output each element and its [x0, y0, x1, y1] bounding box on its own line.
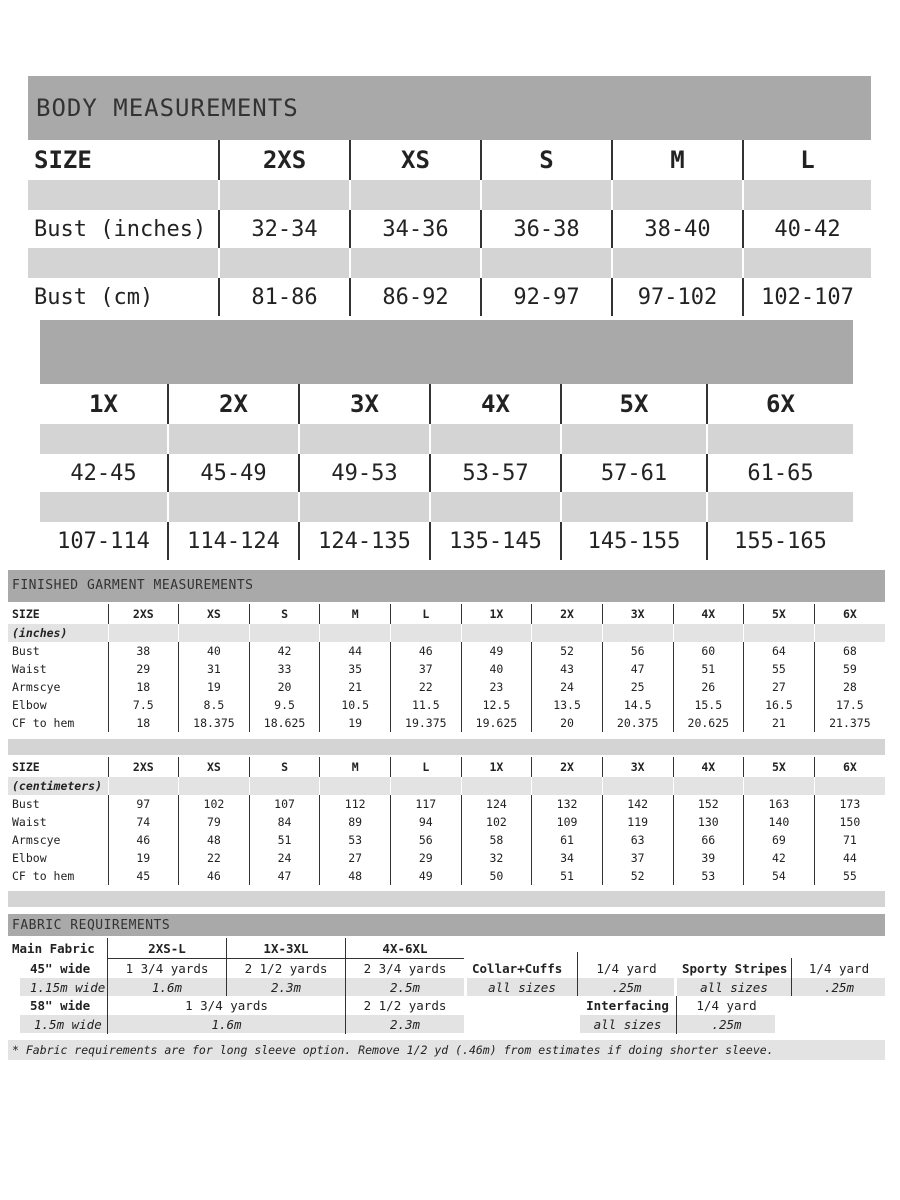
measurement-cell: 38 — [108, 642, 179, 660]
unit-spacer — [179, 624, 250, 642]
measurement-cell: 26 — [673, 678, 744, 696]
divider — [345, 938, 346, 1034]
row-label: Bust — [12, 644, 40, 658]
spacer — [706, 424, 853, 454]
unit-label: (inches) — [8, 624, 108, 642]
body-measurements-table-a — [28, 140, 871, 316]
divider — [108, 958, 464, 959]
interfacing-yards: 1/4 yard — [696, 998, 757, 1013]
bust-cm-value: 145-155 — [560, 522, 706, 560]
size-header: 2X — [532, 604, 603, 624]
size-header: 3X — [602, 757, 673, 777]
measurement-cell: 19 — [320, 714, 391, 732]
size-header: 2X — [532, 757, 603, 777]
measurement-cell: 27 — [744, 678, 815, 696]
body-measurements-title-bar — [28, 76, 871, 140]
row-label: Waist — [12, 662, 47, 676]
col-4x-6xl: 4X-6XL — [382, 941, 428, 956]
measurement-cell: 15.5 — [673, 696, 744, 714]
bust-inches-value: 45-49 — [167, 454, 298, 492]
measurement-cell: 124 — [461, 795, 532, 813]
finished-garment-cm-table — [8, 757, 885, 885]
bust-cm-label: Bust (cm) — [34, 284, 154, 310]
size-header: L — [391, 604, 462, 624]
measurement-cell: 56 — [391, 831, 462, 849]
fabric-note: * Fabric requirements are for long sleeve option. Remove 1/2 yd (.46m) from estimates if doing shorter sleeve. — [12, 1043, 774, 1057]
measurement-cell: 53 — [673, 867, 744, 885]
row-label: CF to hem — [12, 869, 75, 883]
measurement-cell: 46 — [179, 867, 250, 885]
measurement-cell: 24 — [532, 678, 603, 696]
measurement-cell: 31 — [179, 660, 250, 678]
unit-row — [8, 624, 885, 642]
measurement-cell: 20.375 — [602, 714, 673, 732]
measurement-cell: 18 — [108, 678, 179, 696]
spacer — [28, 248, 218, 278]
spacer — [480, 248, 611, 278]
spacer — [560, 424, 706, 454]
interfacing-metric: .25m — [711, 1017, 742, 1032]
measurement-cell: 53 — [320, 831, 391, 849]
divider — [226, 938, 227, 996]
measurement-cell: 18.625 — [249, 714, 320, 732]
size-header: M — [320, 757, 391, 777]
bust-cm-value: 124-135 — [298, 522, 429, 560]
measurement-cell: 51 — [532, 867, 603, 885]
spacer — [429, 492, 560, 522]
measurement-cell: 140 — [744, 813, 815, 831]
measurement-cell: 152 — [673, 795, 744, 813]
divider — [577, 952, 578, 996]
size-header: S — [480, 140, 611, 180]
measurement-cell: 18 — [108, 714, 179, 732]
divider — [107, 938, 108, 1034]
measurement-cell: 9.5 — [249, 696, 320, 714]
width-45-metric: 1.15m wide — [30, 980, 106, 995]
measurement-cell: 79 — [179, 813, 250, 831]
size-header: 3X — [298, 384, 429, 424]
spacer — [611, 248, 742, 278]
measurement-cell: 46 — [391, 642, 462, 660]
sporty-stripes-label: Sporty Stripes — [682, 961, 788, 976]
unit-spacer — [744, 624, 815, 642]
size-header: 2X — [167, 384, 298, 424]
measurement-cell: 8.5 — [179, 696, 250, 714]
finished-garment-title-bar — [8, 570, 885, 602]
measurement-cell: 37 — [391, 660, 462, 678]
size-header: 2XS — [218, 140, 349, 180]
measurement-cell: 32 — [461, 849, 532, 867]
measurement-cell: 102 — [461, 813, 532, 831]
w45-2xs-l-yards: 1 3/4 yards — [125, 961, 209, 976]
spacer — [218, 180, 349, 210]
measurement-cell: 59 — [814, 660, 885, 678]
bust-inches-value: 34-36 — [349, 210, 480, 248]
measurement-cell: 37 — [602, 849, 673, 867]
measurement-cell: 20 — [249, 678, 320, 696]
sporty-stripes-sizes: all sizes — [700, 980, 768, 995]
measurement-cell: 33 — [249, 660, 320, 678]
divider — [791, 958, 792, 996]
measurement-cell: 109 — [532, 813, 603, 831]
size-header: 2XS — [108, 604, 179, 624]
size-header: XS — [179, 757, 250, 777]
measurement-cell: 18.375 — [179, 714, 250, 732]
sporty-stripes-metric: .25m — [823, 980, 855, 995]
measurement-cell: 130 — [673, 813, 744, 831]
measurement-cell: 94 — [391, 813, 462, 831]
measurement-cell: 89 — [320, 813, 391, 831]
measurement-cell: 60 — [673, 642, 744, 660]
measurement-cell: 107 — [249, 795, 320, 813]
table-row — [8, 660, 885, 678]
measurement-cell: 47 — [602, 660, 673, 678]
table-row — [8, 678, 885, 696]
unit-spacer — [108, 624, 179, 642]
measurement-cell: 66 — [673, 831, 744, 849]
unit-spacer — [602, 624, 673, 642]
measurement-cell: 102 — [179, 795, 250, 813]
spacer — [298, 424, 429, 454]
measurement-cell: 27 — [320, 849, 391, 867]
measurement-cell: 50 — [461, 867, 532, 885]
measurement-cell: 42 — [744, 849, 815, 867]
unit-spacer — [744, 777, 815, 795]
measurement-cell: 22 — [391, 678, 462, 696]
w58-large-yards: 2 1/2 yards — [363, 998, 447, 1013]
size-header: L — [391, 757, 462, 777]
row-label: Bust — [12, 797, 40, 811]
measurement-cell: 97 — [108, 795, 179, 813]
measurement-cell: 51 — [249, 831, 320, 849]
measurement-cell: 22 — [179, 849, 250, 867]
measurement-cell: 51 — [673, 660, 744, 678]
spacer — [429, 424, 560, 454]
bust-cm-value: 92-97 — [480, 278, 611, 316]
measurement-cell: 40 — [461, 660, 532, 678]
unit-spacer — [602, 777, 673, 795]
finished-garment-inches-table — [8, 604, 885, 732]
measurement-cell: 47 — [249, 867, 320, 885]
measurement-cell: 52 — [532, 642, 603, 660]
measurement-cell: 21 — [744, 714, 815, 732]
collar-cuffs-metric: .25m — [611, 980, 642, 995]
row-label: Elbow — [12, 698, 47, 712]
size-header: 4X — [673, 604, 744, 624]
bust-inches-value: 61-65 — [706, 454, 853, 492]
measurement-cell: 54 — [744, 867, 815, 885]
fabric-requirements-title-bar — [8, 914, 885, 936]
width-58-label: 58" wide — [30, 998, 91, 1013]
measurement-cell: 10.5 — [320, 696, 391, 714]
spacer — [611, 180, 742, 210]
measurement-cell: 29 — [391, 849, 462, 867]
measurement-cell: 48 — [320, 867, 391, 885]
table-separator — [8, 739, 885, 755]
measurement-cell: 42 — [249, 642, 320, 660]
sporty-stripes-yards: 1/4 yard — [808, 961, 870, 976]
measurement-cell: 7.5 — [108, 696, 179, 714]
size-header: M — [320, 604, 391, 624]
measurement-cell: 45 — [108, 867, 179, 885]
bust-cm-value: 102-107 — [742, 278, 871, 316]
table-row — [8, 831, 885, 849]
measurement-cell: 55 — [814, 867, 885, 885]
unit-spacer — [108, 777, 179, 795]
measurement-cell: 19 — [179, 678, 250, 696]
bust-inches-value: 57-61 — [560, 454, 706, 492]
collar-cuffs-label: Collar+Cuffs — [472, 961, 563, 976]
width-45-label: 45" wide — [30, 961, 91, 976]
size-header: M — [611, 140, 742, 180]
bust-cm-value: 155-165 — [706, 522, 853, 560]
unit-spacer — [673, 624, 744, 642]
bust-inches-value: 32-34 — [218, 210, 349, 248]
measurement-cell: 55 — [744, 660, 815, 678]
spacer — [298, 492, 429, 522]
spacer — [349, 180, 480, 210]
measurement-cell: 39 — [673, 849, 744, 867]
table-row — [8, 813, 885, 831]
measurement-cell: 19.625 — [461, 714, 532, 732]
measurement-cell: 132 — [532, 795, 603, 813]
interfacing-label: Interfacing — [586, 998, 669, 1013]
measurement-cell: 63 — [602, 831, 673, 849]
measurement-cell: 28 — [814, 678, 885, 696]
size-header: XS — [179, 604, 250, 624]
measurement-cell: 24 — [249, 849, 320, 867]
size-header: L — [742, 140, 871, 180]
measurement-cell: 58 — [461, 831, 532, 849]
unit-spacer — [249, 624, 320, 642]
table-row — [8, 867, 885, 885]
spacer — [560, 492, 706, 522]
table-row — [8, 714, 885, 732]
size-header: 3X — [602, 604, 673, 624]
spacer — [218, 248, 349, 278]
size-header: 4X — [429, 384, 560, 424]
measurement-cell: 43 — [532, 660, 603, 678]
bust-cm-value: 135-145 — [429, 522, 560, 560]
unit-spacer — [814, 777, 885, 795]
size-header: 5X — [560, 384, 706, 424]
measurement-cell: 52 — [602, 867, 673, 885]
bust-cm-value: 97-102 — [611, 278, 742, 316]
measurement-cell: 11.5 — [391, 696, 462, 714]
w45-1x-3xl-yards: 2 1/2 yards — [244, 961, 328, 976]
measurement-cell: 49 — [461, 642, 532, 660]
spacer — [706, 492, 853, 522]
row-label: CF to hem — [12, 716, 75, 730]
row-label: Elbow — [12, 851, 47, 865]
size-header: 5X — [744, 757, 815, 777]
measurement-cell: 21.375 — [814, 714, 885, 732]
bust-inches-value: 49-53 — [298, 454, 429, 492]
measurement-cell: 34 — [532, 849, 603, 867]
measurement-cell: 12.5 — [461, 696, 532, 714]
finished-garment-title: FINISHED GARMENT MEASUREMENTS — [12, 578, 254, 593]
measurement-cell: 20.625 — [673, 714, 744, 732]
measurement-cell: 40 — [179, 642, 250, 660]
spacer — [28, 180, 218, 210]
measurement-cell: 29 — [108, 660, 179, 678]
measurement-cell: 17.5 — [814, 696, 885, 714]
unit-row — [8, 777, 885, 795]
measurement-cell: 13.5 — [532, 696, 603, 714]
table-row — [8, 642, 885, 660]
table-row — [8, 696, 885, 714]
spacer — [40, 424, 167, 454]
measurement-cell: 14.5 — [602, 696, 673, 714]
measurement-cell: 49 — [391, 867, 462, 885]
measurement-cell: 117 — [391, 795, 462, 813]
size-header: 2XS — [108, 757, 179, 777]
size-header: 1X — [461, 604, 532, 624]
bust-inches-value: 42-45 — [70, 460, 137, 486]
measurement-cell: 163 — [744, 795, 815, 813]
size-header: 4X — [673, 757, 744, 777]
row-label: Armscye — [12, 680, 61, 694]
unit-spacer — [391, 624, 462, 642]
w45-2xs-l-metric: 1.6m — [151, 980, 183, 995]
measurement-cell: 173 — [814, 795, 885, 813]
table-row — [8, 795, 885, 813]
measurement-cell: 44 — [814, 849, 885, 867]
unit-spacer — [673, 777, 744, 795]
measurement-cell: 150 — [814, 813, 885, 831]
bust-inches-value: 36-38 — [480, 210, 611, 248]
unit-spacer — [461, 777, 532, 795]
body-measurements-table-b — [40, 384, 853, 560]
size-header: 6X — [814, 757, 885, 777]
size-header: S — [249, 757, 320, 777]
bust-inches-value: 40-42 — [742, 210, 871, 248]
size-header: XS — [349, 140, 480, 180]
unit-spacer — [320, 777, 391, 795]
fabric-note-bar — [8, 1040, 885, 1060]
size-header: 1X — [461, 757, 532, 777]
unit-spacer — [532, 777, 603, 795]
size-header: S — [249, 604, 320, 624]
measurement-cell: 56 — [602, 642, 673, 660]
w58-large-metric: 2.3m — [389, 1017, 421, 1032]
bust-cm-value: 107-114 — [57, 528, 150, 554]
measurement-cell: 46 — [108, 831, 179, 849]
measurement-cell: 112 — [320, 795, 391, 813]
unit-spacer — [391, 777, 462, 795]
fabric-requirements-title: FABRIC REQUIREMENTS — [12, 918, 171, 933]
measurement-cell: 23 — [461, 678, 532, 696]
measurement-cell: 16.5 — [744, 696, 815, 714]
spacer — [167, 492, 298, 522]
spacer — [349, 248, 480, 278]
spacer — [742, 180, 871, 210]
unit-spacer — [814, 624, 885, 642]
measurement-cell: 84 — [249, 813, 320, 831]
size-label: SIZE — [12, 607, 40, 621]
size-header-row — [8, 757, 885, 777]
interfacing-sizes: all sizes — [593, 1017, 662, 1032]
bust-cm-value: 114-124 — [167, 522, 298, 560]
measurement-cell: 48 — [179, 831, 250, 849]
unit-spacer — [320, 624, 391, 642]
spacer — [167, 424, 298, 454]
size-header: 6X — [706, 384, 853, 424]
measurement-cell: 68 — [814, 642, 885, 660]
body-measurements-title: BODY MEASUREMENTS — [36, 94, 299, 122]
unit-label: (centimeters) — [8, 777, 108, 795]
bust-inches-label: Bust (inches) — [34, 216, 207, 242]
measurement-cell: 19.375 — [391, 714, 462, 732]
measurement-cell: 64 — [744, 642, 815, 660]
spacer — [480, 180, 611, 210]
main-fabric-label: Main Fabric — [12, 941, 95, 956]
collar-cuffs-sizes: all sizes — [488, 980, 556, 995]
w58-small-yards: 1 3/4 yards — [185, 998, 268, 1013]
measurement-cell: 69 — [744, 831, 815, 849]
body-measurements-plus-bar — [40, 320, 853, 384]
table-separator — [8, 891, 885, 907]
size-label: SIZE — [12, 760, 40, 774]
bust-cm-value: 86-92 — [349, 278, 480, 316]
measurement-cell: 19 — [108, 849, 179, 867]
measurement-cell: 61 — [532, 831, 603, 849]
w45-4x-6xl-yards: 2 3/4 yards — [363, 961, 447, 976]
measurement-cell: 71 — [814, 831, 885, 849]
unit-spacer — [532, 624, 603, 642]
size-header: 5X — [744, 604, 815, 624]
unit-spacer — [179, 777, 250, 795]
col-2xs-l: 2XS-L — [148, 941, 186, 956]
measurement-cell: 21 — [320, 678, 391, 696]
col-1x-3xl: 1X-3XL — [263, 941, 309, 956]
w58-small-metric: 1.6m — [211, 1017, 242, 1032]
collar-cuffs-yards: 1/4 yard — [596, 961, 657, 976]
unit-spacer — [249, 777, 320, 795]
size-label: SIZE — [34, 146, 92, 174]
unit-spacer — [461, 624, 532, 642]
measurement-cell: 44 — [320, 642, 391, 660]
width-58-metric: 1.5m wide — [34, 1017, 102, 1032]
measurement-cell: 119 — [602, 813, 673, 831]
measurement-cell: 74 — [108, 813, 179, 831]
table-row — [8, 849, 885, 867]
measurement-cell: 142 — [602, 795, 673, 813]
row-label: Waist — [12, 815, 47, 829]
w45-1x-3xl-metric: 2.3m — [270, 980, 302, 995]
measurement-cell: 25 — [602, 678, 673, 696]
divider — [676, 996, 677, 1034]
bust-inches-value: 53-57 — [429, 454, 560, 492]
spacer — [40, 492, 167, 522]
measurement-cell: 35 — [320, 660, 391, 678]
bust-cm-value: 81-86 — [218, 278, 349, 316]
measurement-cell: 20 — [532, 714, 603, 732]
size-header: 6X — [814, 604, 885, 624]
size-header-row — [8, 604, 885, 624]
bust-inches-value: 38-40 — [611, 210, 742, 248]
w45-4x-6xl-metric: 2.5m — [389, 980, 421, 995]
row-label: Armscye — [12, 833, 61, 847]
size-header: 1X — [89, 390, 118, 418]
spacer — [742, 248, 871, 278]
